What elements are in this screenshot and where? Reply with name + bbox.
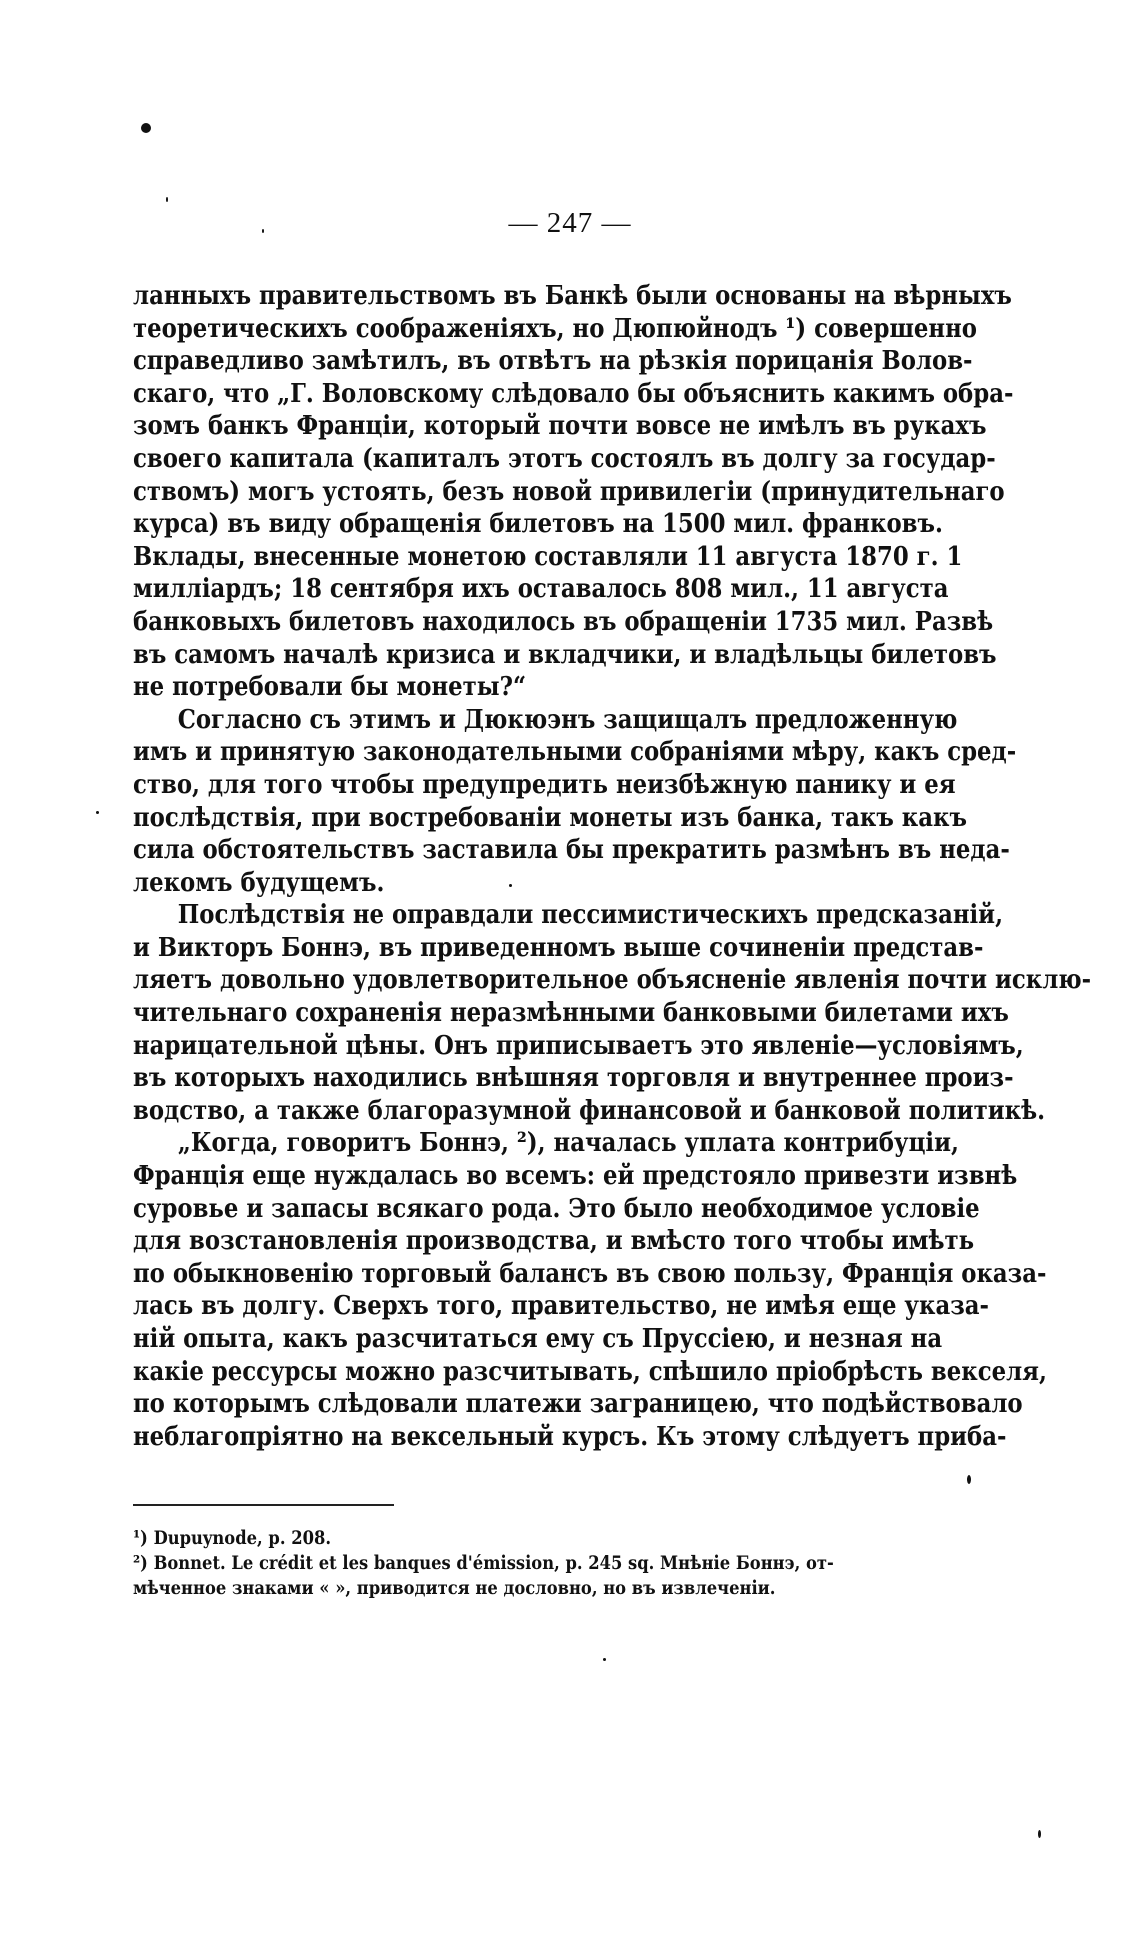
paragraph-4	[133, 1127, 1047, 1453]
text-line: чительнаго сохраненія неразмѣнными банковыми билетами ихъ	[133, 997, 1009, 1029]
text-line: курса) въ виду обращенія билетовъ на 1500 мил. франковъ.	[133, 508, 943, 540]
text-line: въ которыхъ находились внѣшняя торговля и внутреннее произ-	[133, 1062, 1014, 1094]
text-line: ствомъ) могъ устоять, безъ новой привилегіи (принудительнаго	[133, 475, 1005, 507]
text-line: неблагопріятно на вексельный курсъ. Къ этому слѣдуетъ приба-	[133, 1420, 1007, 1452]
footnote-1: ¹) Dupuynode, p. 208.	[133, 1527, 332, 1549]
paragraph-2	[133, 703, 1017, 900]
text-line: Послѣдствія не оправдали пессимистическихъ предсказаній,	[177, 899, 1004, 931]
text-line: своего капитала (капиталъ этотъ состоялъ въ долгу за государ-	[133, 442, 996, 474]
text-line: Вклады, внесенные монетою составляли 11 августа 1870 г. 1	[133, 540, 963, 572]
text-line: по которымъ слѣдовали платежи заграницею, что подѣйствовало	[133, 1388, 1023, 1420]
text-line: водство, а также благоразумной финансовой и банковой политикѣ.	[133, 1094, 1046, 1126]
text-line: милліардъ; 18 сентября ихъ оставалось 808 мил., 11 августа	[133, 573, 949, 605]
body-text	[133, 280, 1092, 1453]
text-line: Франція еще нуждалась во всемъ: ей предстояло привезти извнѣ	[133, 1160, 1018, 1192]
text-line: ланныхъ правительствомъ въ Банкѣ были основаны на вѣрныхъ	[133, 280, 1012, 311]
text-line: ній опыта, какъ разсчитаться ему съ Пруссіею, и незная на	[133, 1323, 943, 1354]
text-line: и Викторъ Боннэ, въ приведенномъ выше сочиненіи представ-	[133, 931, 984, 963]
text-line: лекомъ будущемъ.	[133, 866, 385, 898]
page-number: — 247 —	[508, 207, 632, 239]
scan-speck	[967, 1475, 971, 1484]
scan-speck	[141, 123, 151, 133]
text-line: лась въ долгу. Сверхъ того, правительство, не имѣя еще указа-	[133, 1290, 989, 1322]
text-line: имъ и принятую законодательными собраніями мѣру, какъ сред-	[133, 736, 1017, 768]
footnote-2-continued: мѣченное знаками « », приводится не дословно, но въ извлеченіи.	[133, 1577, 776, 1599]
paragraph-1	[133, 280, 1014, 704]
text-line: нарицательной цѣны. Онъ приписываетъ это явленіе—условіямъ,	[133, 1029, 1024, 1061]
text-line: „Когда, говоритъ Боннэ, ²), началась уплата контрибуціи,	[177, 1127, 959, 1159]
text-line: по обыкновенію торговый балансъ въ свою пользу, Франція оказа-	[133, 1257, 1047, 1289]
text-line: ство, для того чтобы предупредить неизбѣжную панику и ея	[133, 768, 956, 800]
text-line: послѣдствія, при востребованіи монеты изъ банка, такъ какъ	[133, 801, 967, 833]
paragraph-3	[133, 899, 1092, 1127]
text-line: справедливо замѣтилъ, въ отвѣтъ на рѣзкія порицанія Волов-	[133, 345, 973, 377]
scan-speck	[603, 1658, 606, 1661]
footnote-rule	[133, 1504, 394, 1506]
text-line: суровье и запасы всякаго рода. Это было необходимое условіе	[133, 1192, 980, 1224]
text-line: не потребовали бы монеты?“	[133, 671, 527, 703]
text-line: теоретическихъ соображеніяхъ, но Дюпюйнодъ ¹) совершенно	[133, 312, 978, 344]
scan-speck	[1038, 1830, 1041, 1838]
scan-speck	[166, 197, 168, 202]
text-line: ляетъ довольно удовлетворительное объясненіе явленія почти исклю-	[133, 964, 1092, 996]
text-line: какіе рессурсы можно разсчитывать, спѣшило пріобрѣсть векселя,	[133, 1355, 1047, 1387]
text-line: въ самомъ началѣ кризиса и вкладчики, и владѣльцы билетовъ	[133, 638, 997, 670]
text-line: банковыхъ билетовъ находилось въ обращеніи 1735 мил. Развѣ	[133, 605, 994, 637]
footnote-2: ²) Bonnet. Le crédit et les banques d'émission, p. 245 sq. Мнѣніе Боннэ, от-	[133, 1552, 834, 1574]
text-line: сила обстоятельствъ заставила бы прекратить размѣнъ въ неда-	[133, 834, 1010, 866]
text-line: зомъ банкъ Франціи, который почти вовсе не имѣлъ въ рукахъ	[133, 410, 987, 442]
footnotes	[133, 1526, 933, 1601]
scan-speck	[96, 811, 99, 814]
text-line: Согласно съ этимъ и Дюкюэнъ защищалъ предложенную	[177, 703, 958, 735]
text-line: скаго, что „Г. Воловскому слѣдовало бы объяснить какимъ обра-	[133, 377, 1014, 409]
text-line: для возстановленія производства, и вмѣсто того чтобы имѣть	[133, 1225, 975, 1257]
